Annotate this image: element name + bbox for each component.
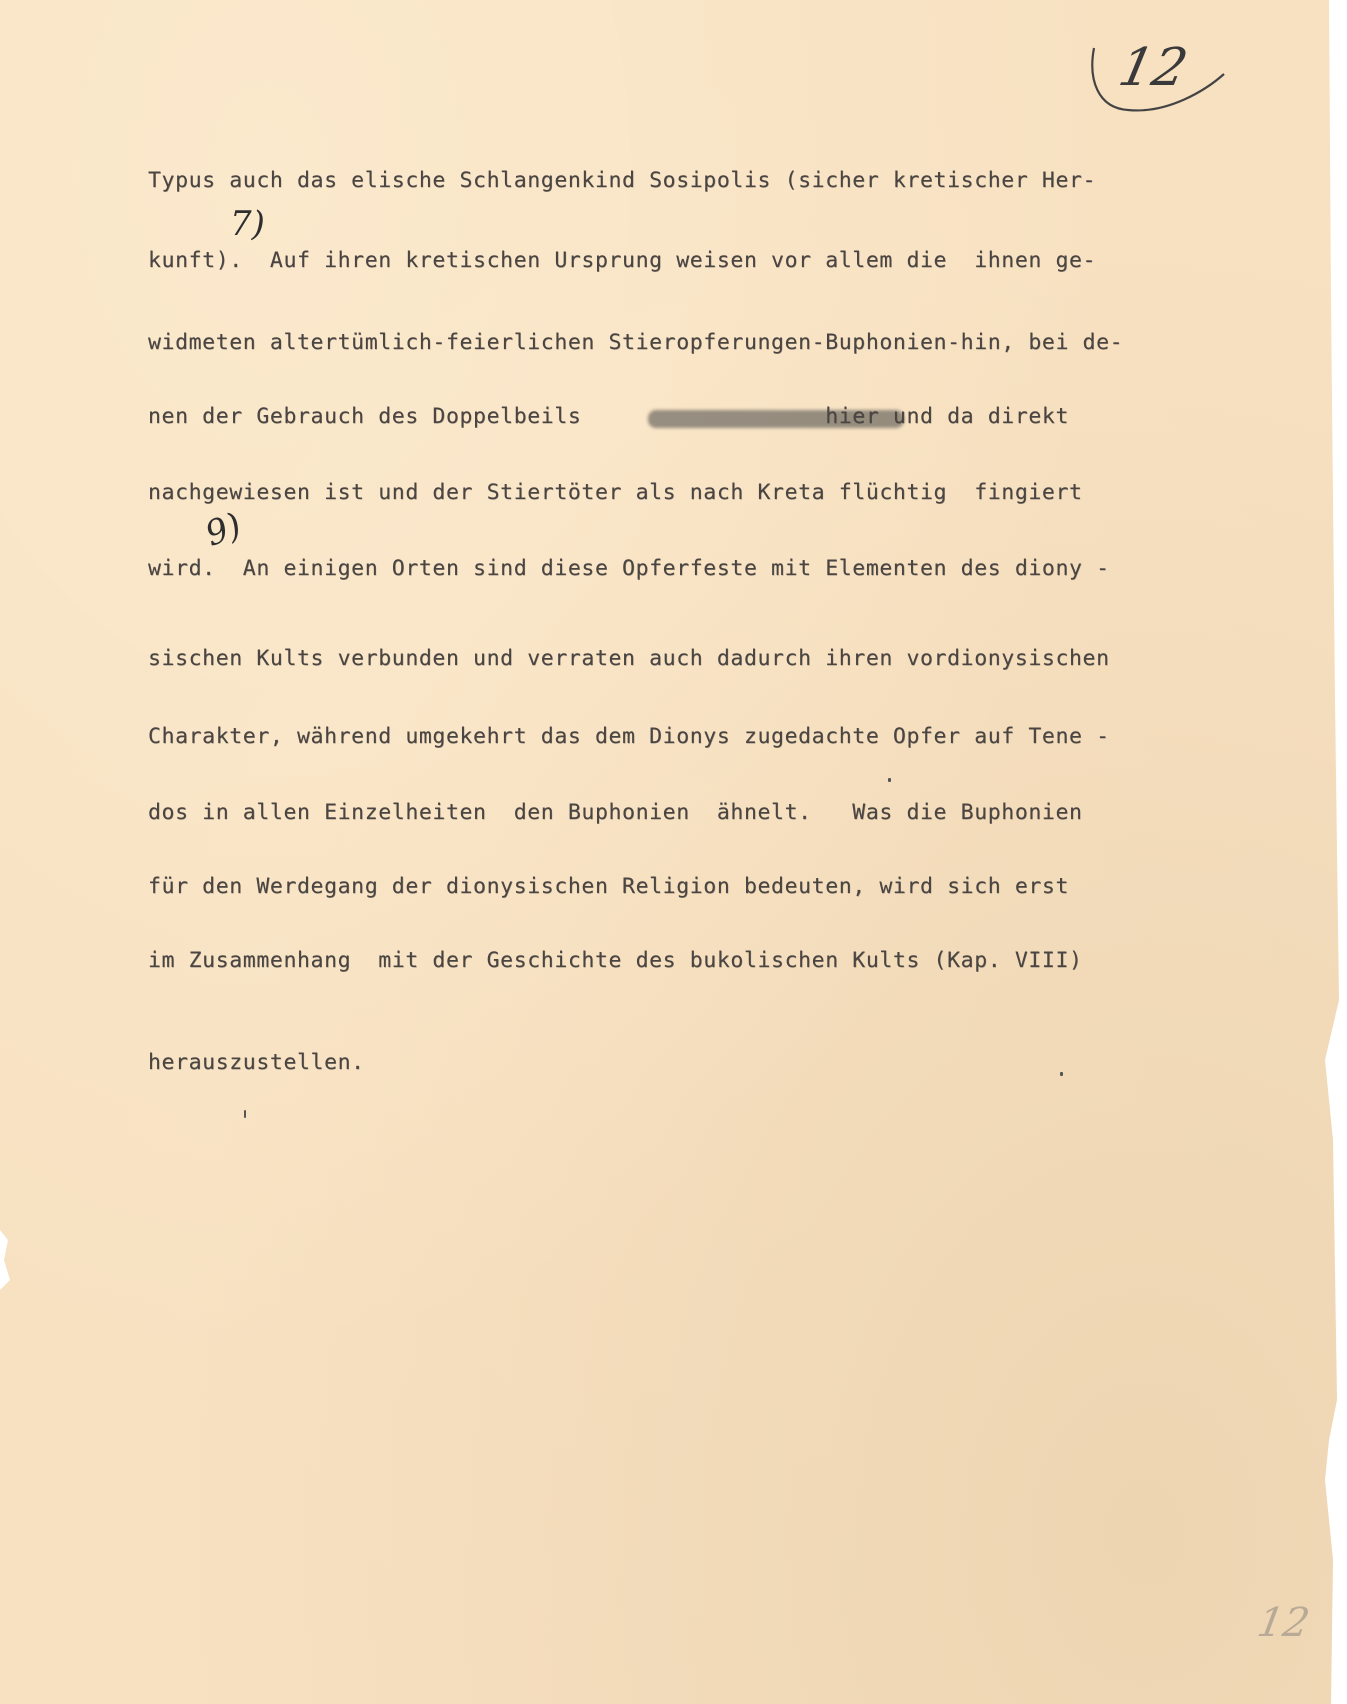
text-line: wird. An einigen Orten sind diese Opferfeste mit Elementen des diony - bbox=[148, 556, 1110, 581]
footnote-mark-7: 7) bbox=[230, 204, 265, 244]
text-line: Typus auch das elische Schlangenkind Sosipolis (sicher kretischer Her- bbox=[148, 168, 1097, 193]
ink-speck bbox=[244, 1110, 246, 1118]
ink-speck bbox=[1060, 1072, 1063, 1076]
text-line: kunft). Auf ihren kretischen Ursprung weisen vor allem die ihnen ge- bbox=[148, 248, 1097, 273]
text-line: für den Werdegang der dionysischen Religion bedeuten, wird sich erst bbox=[148, 874, 1069, 899]
text-line: dos in allen Einzelheiten den Buphonien ähnelt. Was die Buphonien bbox=[148, 800, 1083, 825]
footnote-mark-9: 9) bbox=[200, 505, 247, 555]
pencil-page-number: 12 bbox=[1253, 1600, 1313, 1646]
text-line: im Zusammenhang mit der Geschichte des bukolischen Kults (Kap. VIII) bbox=[148, 948, 1083, 973]
text-line: widmeten altertümlich-feierlichen Stieropferungen-Buphonien-hin, bei de- bbox=[148, 330, 1124, 355]
text-line: nachgewiesen ist und der Stiertöter als nach Kreta flüchtig fingiert bbox=[148, 480, 1083, 505]
torn-left-edge bbox=[0, 1230, 14, 1290]
page-number: 12 bbox=[1113, 38, 1193, 98]
text-line: nen der Gebrauch des Doppelbeils hier und da direkt bbox=[148, 404, 1069, 429]
text-line: sischen Kults verbunden und verraten auch dadurch ihren vordionysischen bbox=[148, 646, 1110, 671]
torn-edge bbox=[1307, 0, 1347, 1704]
ink-speck bbox=[888, 778, 891, 782]
text-line: herauszustellen. bbox=[148, 1050, 365, 1075]
text-line: Charakter, während umgekehrt das dem Dionys zugedachte Opfer auf Tene - bbox=[148, 724, 1110, 749]
